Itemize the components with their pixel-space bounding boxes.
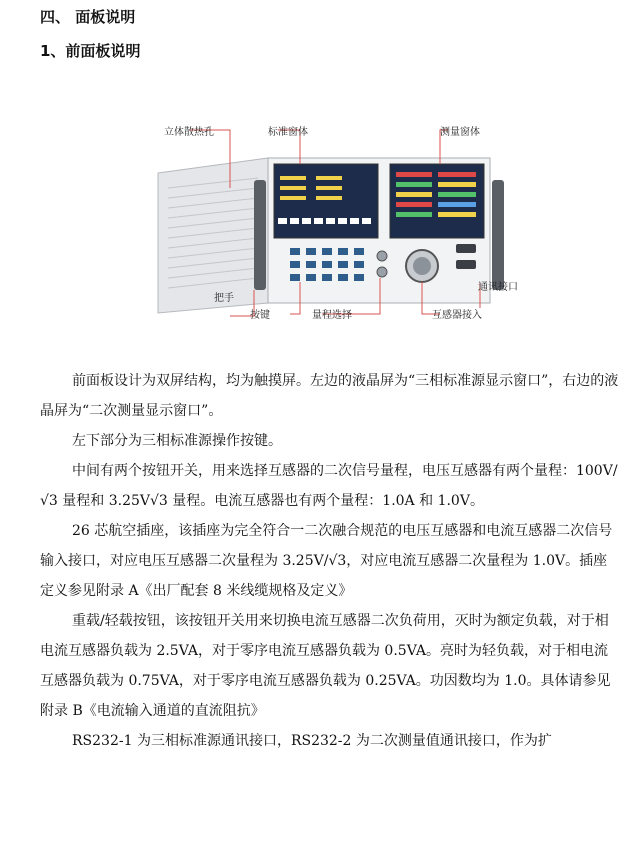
paragraph: 左下部分为三相标准源操作按键。 <box>72 433 282 449</box>
paragraph: 26 芯航空插座，该插座为完全符合一二次融合规范的电压互感器和电流互感器二次信号输入接口，对应电压互感器二次量程为 3.25V/√3，对应电流互感器二次量程为 1.0V。插座定义参见附录 A《出厂配套 8 米线缆规格及定义》 <box>40 523 613 599</box>
callout-range-select: 量程选择 <box>312 310 352 321</box>
device-illustration <box>150 118 550 328</box>
front-panel-figure <box>150 118 550 328</box>
device-side <box>158 158 268 313</box>
section-heading: 四、 面板说明 <box>40 8 136 26</box>
left-handle <box>254 180 266 290</box>
callout-keys: 按键 <box>250 310 270 321</box>
callout-handle: 把手 <box>214 293 234 304</box>
range-switch-2 <box>377 267 387 277</box>
rs232-port-1 <box>456 244 476 253</box>
body-text <box>40 366 620 756</box>
callout-standard-window: 标准窗体 <box>268 127 308 138</box>
callout-transformer-input: 互感器接入 <box>432 310 482 321</box>
standard-source-screen <box>274 164 378 238</box>
paragraph: 重载/轻载按钮，该按钮开关用来切换电流互感器二次负荷用，灭时为额定负载，对于相电流互感器负载为 2.5VA，对于零序电流互感器负载为 0.5VA。亮时为轻负载，对于相电流互感器负载为 0.75VA，对于零序电流互感器负载为 0.25VA。功因数均为 1.0。具体请参见附录 B《电流输入通道的直流阻抗》 <box>40 613 611 719</box>
range-switch-1 <box>377 251 387 261</box>
paragraph: 前面板设计为双屏结构，均为触摸屏。左边的液晶屏为“三相标准源显示窗口”，右边的液晶屏为“二次测量显示窗口”。 <box>40 373 619 419</box>
paragraph: 中间有两个按钮开关，用来选择互感器的二次信号量程，电压互感器有两个量程：100V/√3 量程和 3.25V√3 量程。电流互感器也有两个量程：1.0A 和 1.0V。 <box>40 463 618 509</box>
aviation-connector-core <box>413 257 431 275</box>
callout-measurement-window: 测量窗体 <box>440 127 480 138</box>
rs232-port-2 <box>456 260 476 269</box>
callout-vent: 立体散热孔 <box>164 127 214 138</box>
callout-comm-port: 通讯接口 <box>478 282 518 293</box>
subsection-heading: 1、前面板说明 <box>40 42 141 60</box>
paragraph: RS232-1 为三相标准源通讯接口，RS232-2 为二次测量值通讯接口，作为扩 <box>72 733 552 749</box>
right-handle <box>492 180 504 290</box>
